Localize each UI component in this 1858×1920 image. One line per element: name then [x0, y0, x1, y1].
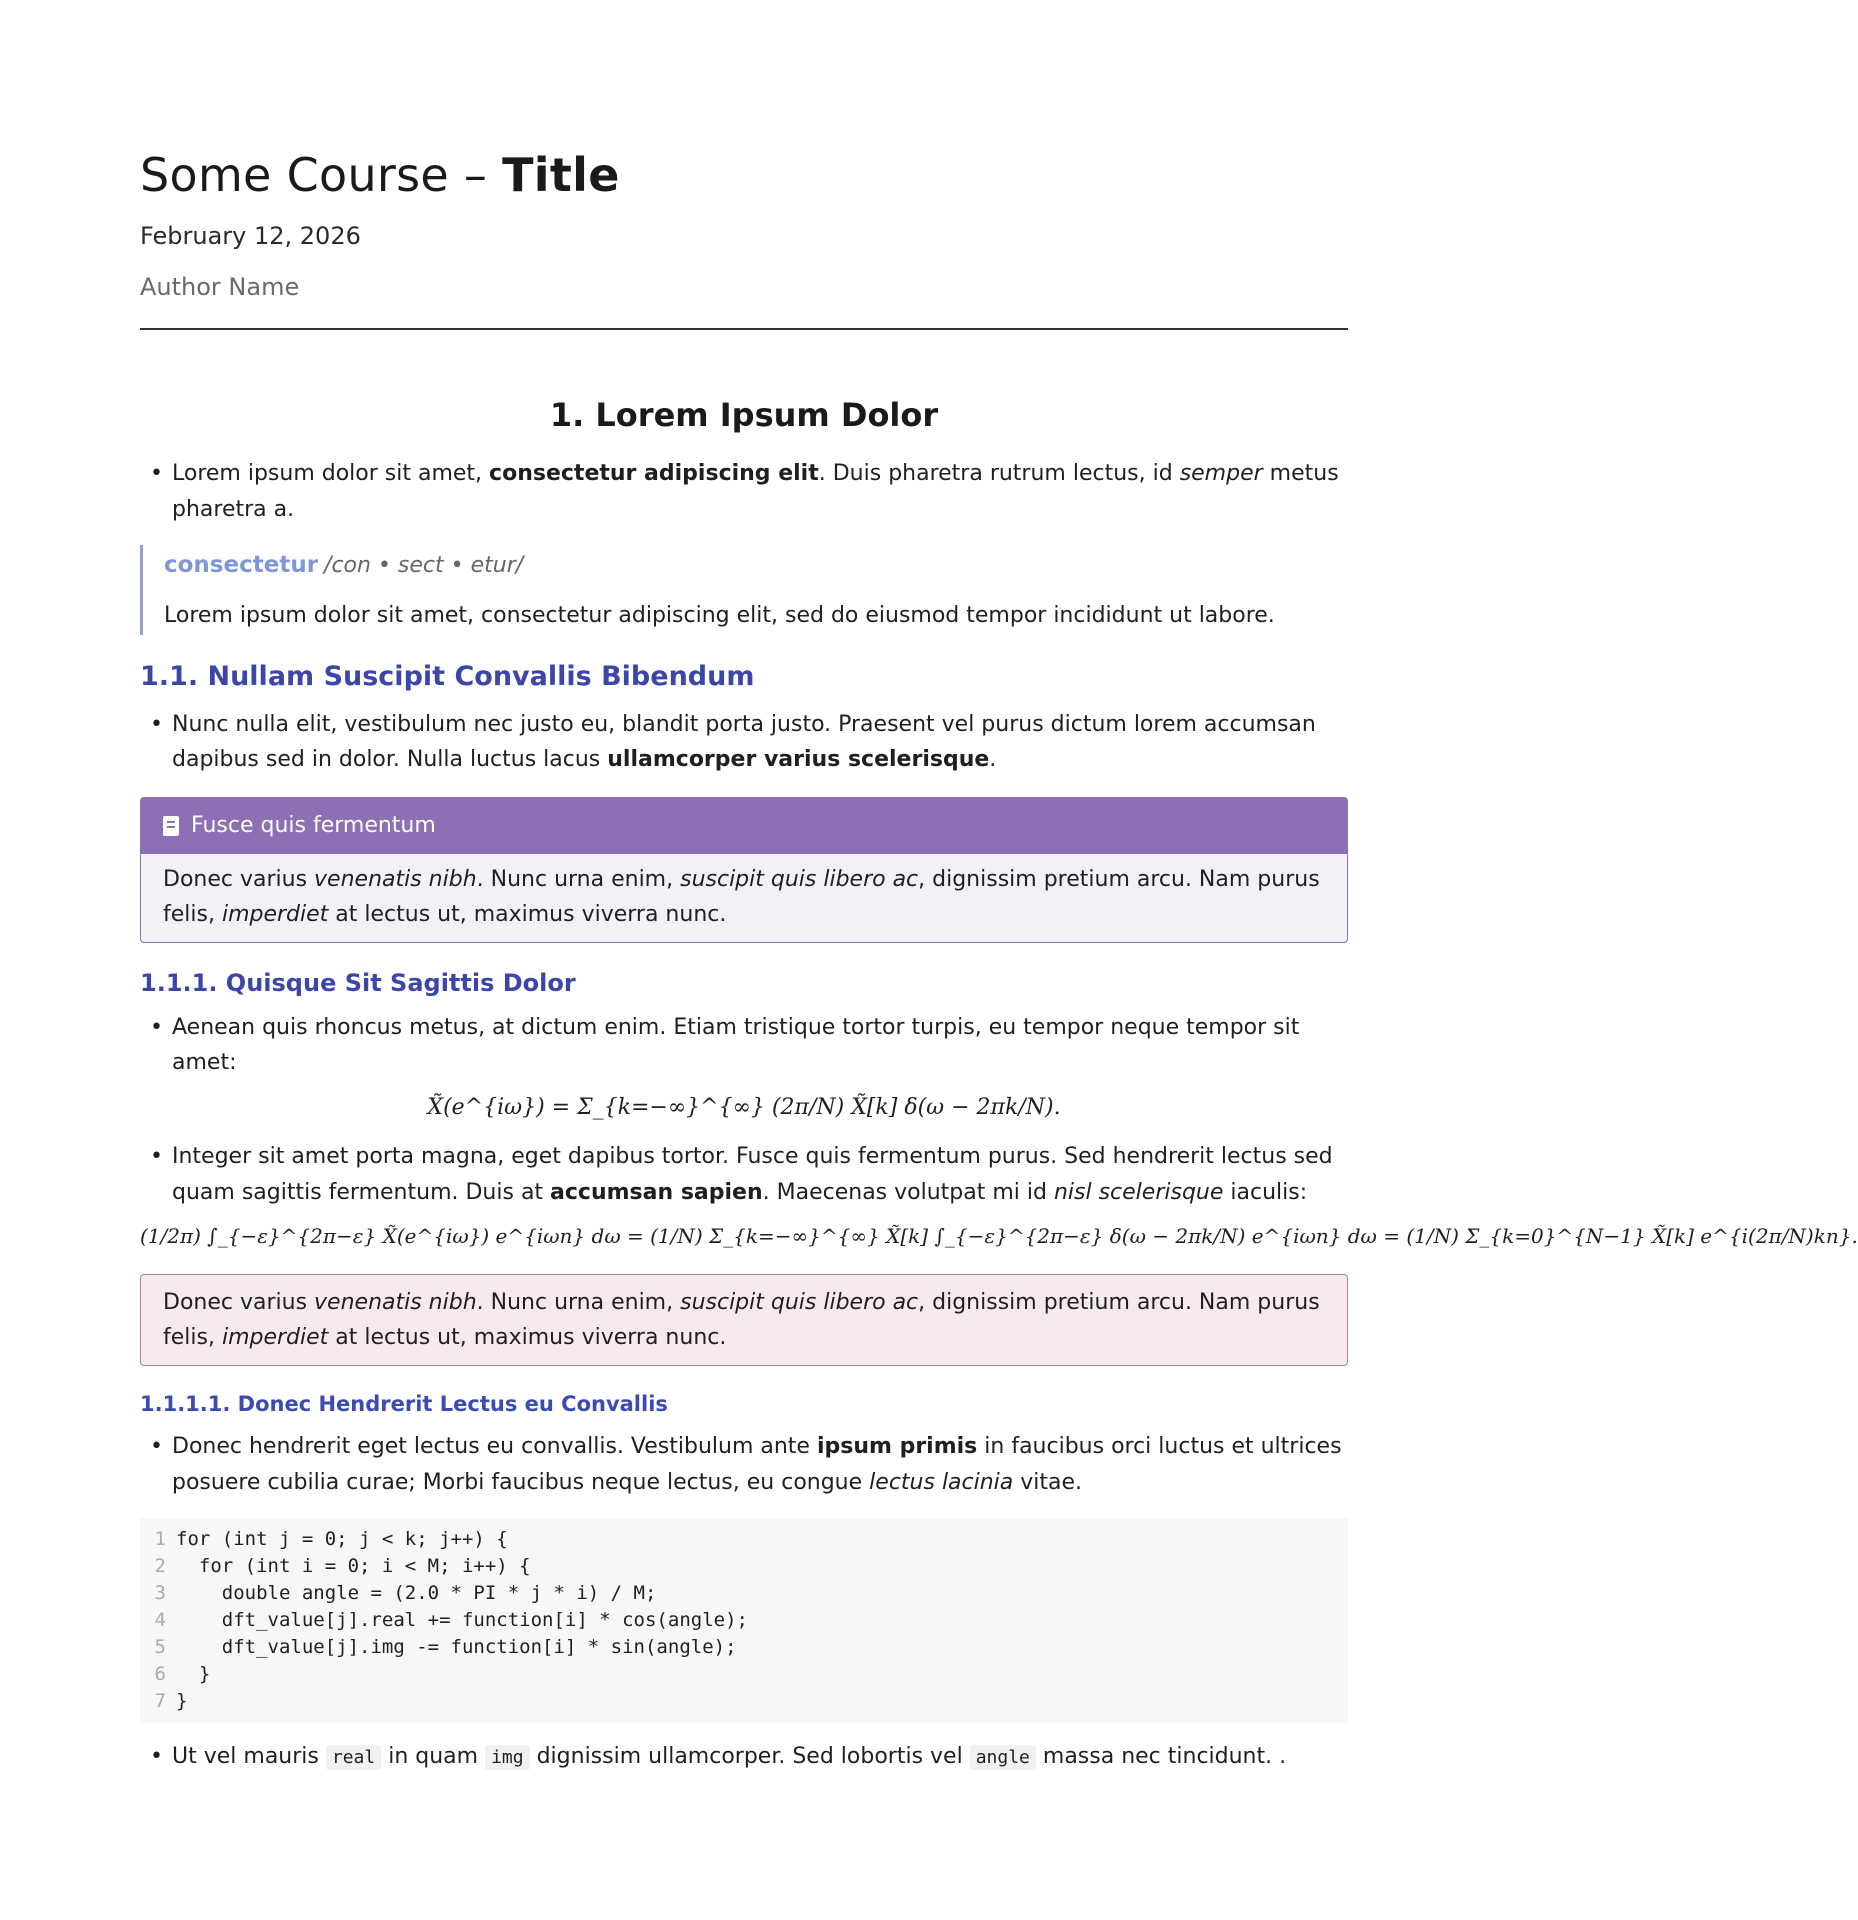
equation-1: X̃(e^{iω}) = Σ_{k=−∞}^{∞} (2π/N) X̃[k] δ(ω − 2πk/N). — [427, 1095, 1061, 1121]
title-bold: Title — [502, 148, 620, 202]
code-text: double angle = (2.0 * PI * j * i) / M; — [176, 1581, 657, 1604]
callout-body — [141, 854, 1347, 942]
paragraph-heading: 1.1.1.1. Donec Hendrerit Lectus eu Convallis — [140, 1392, 668, 1417]
bullet-list — [140, 707, 1348, 777]
bold-text: ipsum primis — [816, 1434, 978, 1460]
italic-text: imperdiet — [221, 901, 329, 927]
text: . — [989, 747, 997, 773]
bullet-list — [140, 1429, 1348, 1499]
callout-header — [141, 798, 1347, 853]
text: Donec varius — [163, 866, 315, 892]
text: in faucibus orci luctus et ultrices posuere cubilia curae; Morbi faucibus neque lectus, eu congue — [172, 1434, 1342, 1495]
definition-pronunciation: /con • sect • etur/ — [324, 552, 524, 578]
bullet-list — [140, 1739, 1348, 1774]
inline-code: real — [326, 1745, 381, 1770]
text: at lectus ut, maximus viverra nunc. — [328, 1324, 727, 1350]
list-item — [140, 456, 1348, 526]
list-item — [140, 707, 1348, 777]
line-number: 7 — [154, 1689, 166, 1712]
text: . Nunc urna enim, — [476, 866, 681, 892]
list-item — [140, 1429, 1348, 1499]
code-line — [140, 1580, 1348, 1607]
text: Integer sit amet porta magna, eget dapibus tortor. Fusce quis fermentum purus. Sed hendrerit lectus sed quam sagittis fermentum. Duis at — [172, 1144, 1333, 1205]
subsubsection-heading: 1.1.1. Quisque Sit Sagittis Dolor — [140, 969, 576, 998]
text: Lorem ipsum dolor sit amet, — [172, 461, 490, 487]
italic-text: imperdiet — [221, 1324, 329, 1350]
line-number: 5 — [154, 1635, 166, 1658]
note-callout — [140, 797, 1348, 943]
italic-text: suscipit quis libero ac — [680, 866, 919, 892]
code-block — [140, 1518, 1348, 1723]
definition-term: consectetur — [164, 551, 319, 578]
code-text: for (int i = 0; i < M; i++) { — [176, 1554, 531, 1577]
text: vitae. — [1013, 1469, 1083, 1495]
italic-text: venenatis nibh — [314, 1289, 477, 1315]
code-line — [140, 1607, 1348, 1634]
document-author: Author Name — [140, 272, 300, 301]
text: Nunc nulla elit, vestibulum nec justo eu, blandit porta justo. Praesent vel purus dictum lorem accumsan dapibus sed in dolor. Nulla luctus lacus — [172, 712, 1316, 773]
italic-text: lectus lacinia — [869, 1469, 1014, 1495]
document-title — [140, 148, 1348, 203]
text: in quam — [381, 1743, 486, 1769]
text: metus pharetra a. — [172, 461, 1339, 522]
bold-text: ullamcorper varius scelerisque — [607, 747, 990, 773]
text: . Nunc urna enim, — [476, 1289, 681, 1315]
text: . Maecenas volutpat mi id — [762, 1179, 1054, 1205]
code-text: } — [176, 1662, 211, 1685]
list-item: • Aenean quis rhoncus metus, at dictum enim. Etiam tristique tortor turpis, eu tempor neque tempor sit amet: — [140, 1010, 1348, 1080]
title-divider — [140, 328, 1348, 330]
callout-title: Fusce quis fermentum — [191, 813, 436, 839]
list-item — [140, 1139, 1348, 1209]
text: Donec varius — [163, 1289, 315, 1315]
text: , dignissim pretium arcu. Nam purus felis, — [163, 1289, 1320, 1350]
text: . Duis pharetra rutrum lectus, id — [818, 461, 1180, 487]
text: massa nec tincidunt. . — [1035, 1743, 1287, 1769]
text: at lectus ut, maximus viverra nunc. — [328, 901, 727, 927]
code-text: for (int j = 0; j < k; j++) { — [176, 1527, 508, 1550]
line-number: 2 — [154, 1554, 166, 1577]
document-date: February 12, 2026 — [140, 222, 361, 251]
definition-block — [140, 545, 1348, 635]
text: dignissim ullamcorper. Sed lobortis vel — [529, 1743, 970, 1769]
text: Ut vel mauris — [172, 1743, 326, 1769]
italic-text: nisl scelerisque — [1053, 1179, 1224, 1205]
italic-text: suscipit quis libero ac — [680, 1289, 919, 1315]
line-number: 1 — [154, 1527, 166, 1550]
code-line — [140, 1688, 1348, 1715]
text: , dignissim pretium arcu. Nam purus felis, — [163, 866, 1320, 927]
list-item — [140, 1739, 1348, 1774]
italic-text: semper — [1179, 461, 1263, 487]
section-heading: 1. Lorem Ipsum Dolor — [549, 395, 939, 434]
code-text: dft_value[j].real += function[i] * cos(angle); — [176, 1608, 748, 1631]
bold-text: consectetur adipiscing elit — [489, 461, 819, 487]
book-icon — [163, 816, 179, 836]
document-content — [140, 148, 1858, 1784]
inline-code: angle — [970, 1745, 1036, 1770]
bullet-list — [140, 456, 1348, 526]
code-text: dft_value[j].img -= function[i] * sin(angle); — [176, 1635, 737, 1658]
definition-text: Lorem ipsum dolor sit amet, consectetur adipiscing elit, sed do eiusmod tempor incididunt ut labore. — [164, 602, 1275, 628]
text: Donec hendrerit eget lectus eu convallis. Vestibulum ante — [172, 1434, 817, 1460]
inline-code: img — [485, 1745, 530, 1770]
subsection-heading: 1.1. Nullam Suscipit Convallis Bibendum — [140, 660, 755, 692]
line-number: 6 — [154, 1662, 166, 1685]
warning-callout — [140, 1274, 1348, 1366]
code-line — [140, 1634, 1348, 1661]
line-number: 4 — [154, 1608, 166, 1631]
code-text: } — [176, 1689, 188, 1712]
title-prefix: Some Course – — [140, 148, 503, 202]
text: iaculis: — [1223, 1179, 1308, 1205]
definition-header — [164, 547, 1348, 584]
bullet-list — [140, 1010, 1348, 1080]
code-line — [140, 1526, 1348, 1553]
bullet-list — [140, 1139, 1348, 1209]
italic-text: venenatis nibh — [314, 866, 477, 892]
code-line — [140, 1553, 1348, 1580]
equation-2: (1/2π) ∫_{−ε}^{2π−ε} X̃(e^{iω}) e^{iωn} dω = (1/N) Σ_{k=−∞}^{∞} X̃[k] ∫_{−ε}^{2π−ε} δ(ω − 2πk/N) e^{iωn} dω = (1/N) Σ_{k=0}^{N−1} X̃[k] e^{i(2π/N)kn}. — [140, 1223, 1858, 1248]
bold-text: accumsan sapien — [550, 1179, 763, 1205]
line-number: 3 — [154, 1581, 166, 1604]
code-line — [140, 1661, 1348, 1688]
